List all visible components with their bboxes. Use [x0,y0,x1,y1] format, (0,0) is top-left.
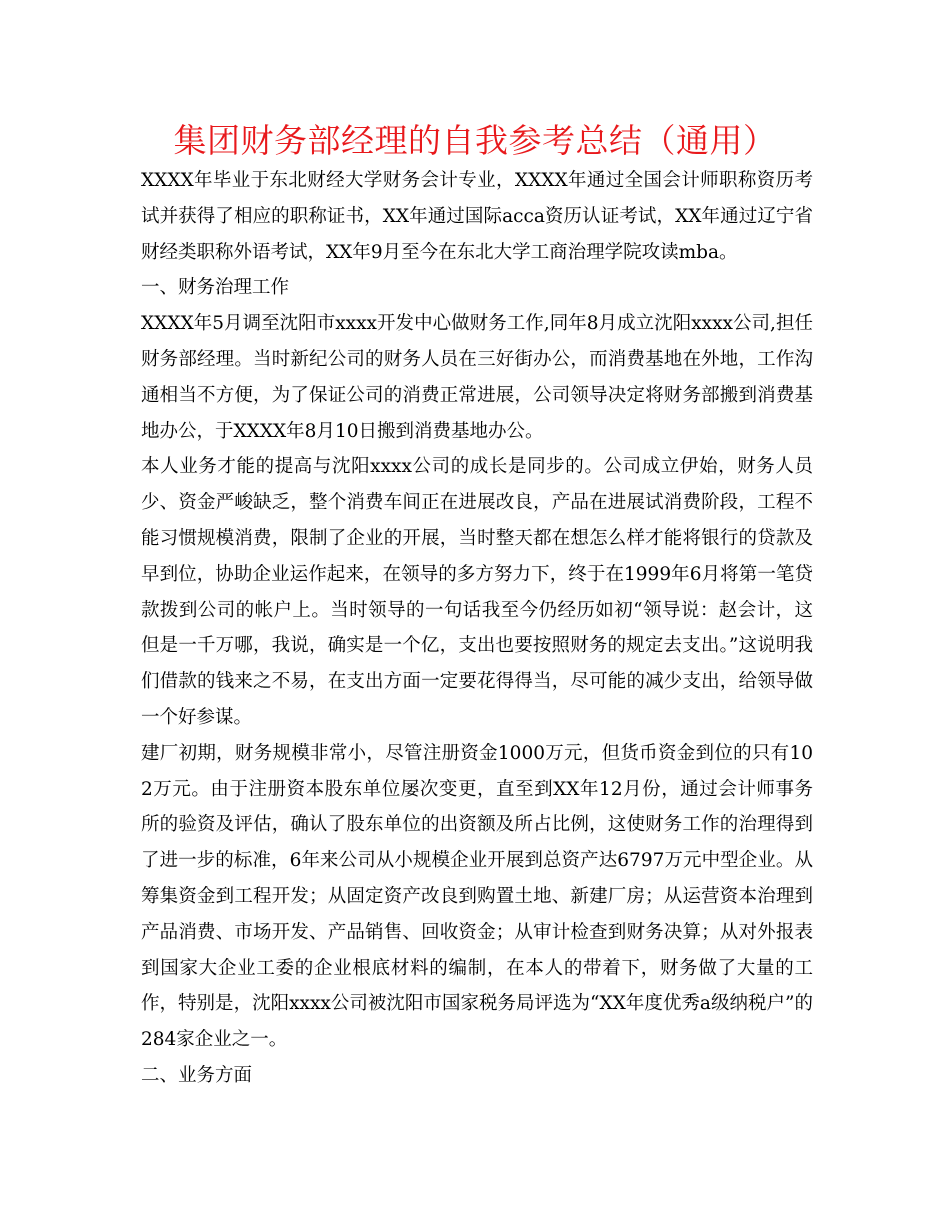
paragraph-transfer: XXXX年5月调至沈阳市xxxx开发中心做财务工作,同年8月成立沈阳xxxx公司,担任财务部经理。当时新纪公司的财务人员在三好街办公，而消费基地在外地，工作沟通相当不方便，为了保证公司的消费正常进展，公司领导决定将财务部搬到消费基地办公，于XXXX年8月10日搬到消费基地办公。 [141,313,813,442]
paragraph-growth: 本人业务才能的提高与沈阳xxxx公司的成长是同步的。公司成立伊始，财务人员少、资金严峻缺乏，整个消费车间正在进展改良，产品在进展试消费阶段，工程不能习惯规模消费，限制了企业的开展，当时整天都在想怎么样才能将银行的贷款及早到位，协助企业运作起来，在领导的多方努力下，终于在1999年6月将第一笔贷款拨到公司的帐户上。当时领导的一句话我至今仍经历如初“领导说：赵会计，这但是一千万哪，我说，确实是一个亿，支出也要按照财务的规定去支出。”这说明我们借款的钱来之不易，在支出方面一定要花得得当，尽可能的减少支出，给领导做一个好参谋。 [141,456,813,728]
section-heading-business: 二、业务方面 [141,1064,253,1086]
document-body [141,163,813,1094]
section-heading-financial-management: 一、财务治理工作 [141,277,290,299]
paragraph-early-stage: 建厂初期，财务规模非常小，尽管注册资金1000万元，但货币资金到位的只有102万元。由于注册资本股东单位屡次变更，直至到XX年12月份，通过会计师事务所的验资及评估，确认了股东单位的出资额及所占比例，这使财务工作的治理得到了进一步的标准，6年来公司从小规模企业开展到总资产达6797万元中型企业。从筹集资金到工程开发；从固定资产改良到购置土地、新建厂房；从运营资本治理到产品消费、市场开发、产品销售、回收资金；从审计检查到财务决算；从对外报表到国家大企业工委的企业根底材料的编制，在本人的带着下，财务做了大量的工作，特别是，沈阳xxxx公司被沈阳市国家税务局评选为“XX年度优秀a级纳税户”的284家企业之一。 [141,742,813,1051]
paragraph-intro: XXXX年毕业于东北财经大学财务会计专业，XXXX年通过全国会计师职称资历考试并获得了相应的职称证书，XX年通过国际acca资历认证考试，XX年通过辽宁省财经类职称外语考试，XX年9月至今在东北大学工商治理学院攻读mba。 [141,170,813,263]
document-title: 集团财务部经理的自我参考总结（通用） [173,121,777,160]
